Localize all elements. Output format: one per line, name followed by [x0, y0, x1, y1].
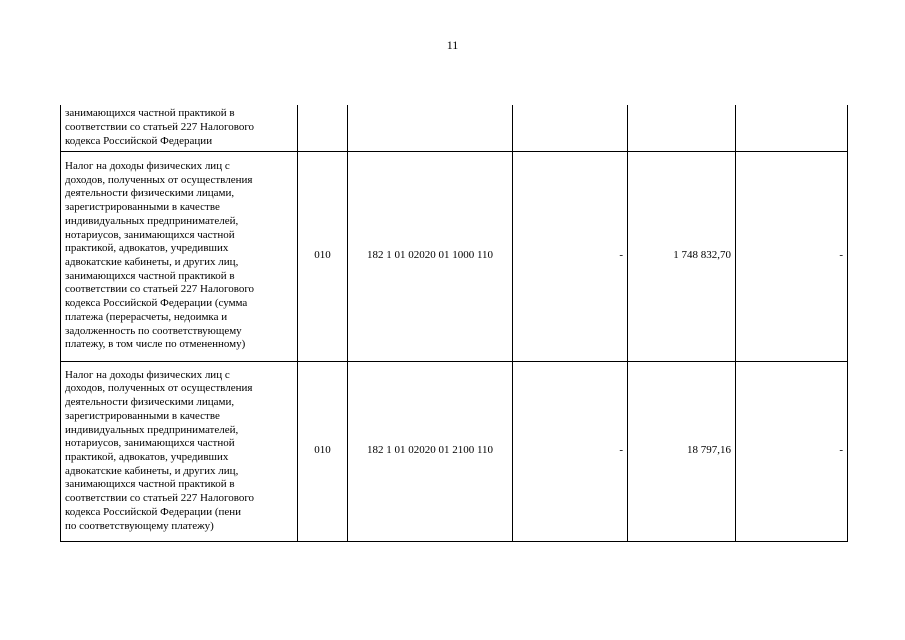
income-name-line: занимающихся частной практикой в: [65, 107, 235, 120]
income-name-line: зарегистрированными в качестве: [65, 409, 220, 422]
executed-amount-cell: [628, 105, 736, 151]
revenue-table: [60, 105, 848, 542]
income-name-line: зарегистрированными в качестве: [65, 201, 220, 214]
revenue-table-body: [61, 105, 848, 541]
executed-amount-cell: 18 797,16: [628, 361, 736, 541]
income-name-line: платежу, в том числе по отмененному): [65, 338, 246, 351]
income-name-cell: [61, 361, 298, 541]
income-name-line: индивидуальных предпринимателей,: [65, 423, 239, 436]
income-name-line: занимающихся частной практикой в: [65, 269, 235, 282]
page-number: 11: [446, 38, 459, 52]
income-name-line: нотариусов, занимающихся частной: [65, 437, 235, 450]
income-name-line: кодекса Российской Федерации (пени: [65, 505, 242, 518]
approved-amount-cell: [513, 105, 628, 151]
income-name-line: соответствии со статьей 227 Налогового: [65, 120, 255, 133]
income-name-line: доходов, полученных от осуществления: [65, 173, 253, 186]
line-code-cell: [298, 105, 348, 151]
table-row: [61, 105, 848, 151]
budget-code-cell: [348, 105, 513, 151]
income-name-line: доходов, полученных от осуществления: [65, 382, 253, 395]
executed-amount-cell: 1 748 832,70: [628, 151, 736, 361]
income-name-line: деятельности физическими лицами,: [65, 396, 235, 409]
income-name-line: практикой, адвокатов, учредивших: [65, 242, 229, 255]
line-code-cell: 010: [298, 151, 348, 361]
income-name-line: практикой, адвокатов, учредивших: [65, 451, 229, 463]
income-name-line: соответствии со статьей 227 Налогового: [65, 492, 255, 505]
income-name-line: платежа (перерасчеты, недоимка и: [65, 310, 228, 323]
unexecuted-amount-cell: -: [736, 151, 848, 361]
income-name-line: соответствии со статьей 227 Налогового: [65, 283, 255, 296]
income-name-line: кодекса Российской Федерации: [65, 134, 213, 147]
income-name-cell: [61, 151, 298, 361]
income-name-line: индивидуальных предпринимателей,: [65, 214, 239, 227]
income-name-line: кодекса Российской Федерации (сумма: [65, 297, 248, 310]
unexecuted-amount-cell: [736, 105, 848, 151]
table-row: [61, 151, 848, 361]
income-name-line: адвокатские кабинеты, и других лиц,: [65, 256, 239, 268]
income-name-line: по соответствующему платежу): [65, 519, 214, 532]
income-name-line: Налог на доходы физических лиц с: [65, 160, 230, 173]
income-name-line: нотариусов, занимающихся частной: [65, 228, 235, 241]
approved-amount-cell: -: [513, 151, 628, 361]
budget-code-cell: 182 1 01 02020 01 2100 110: [348, 361, 513, 541]
unexecuted-amount-cell: -: [736, 361, 848, 541]
income-name-line: деятельности физическими лицами,: [65, 187, 235, 200]
income-name-line: адвокатские кабинеты, и других лиц,: [65, 464, 239, 477]
income-name-cell: [61, 105, 298, 151]
budget-code-cell: 182 1 01 02020 01 1000 110: [348, 151, 513, 361]
income-name-line: занимающихся частной практикой в: [65, 478, 235, 491]
income-name-line: задолженность по соответствующему: [65, 324, 242, 337]
approved-amount-cell: -: [513, 361, 628, 541]
line-code-cell: 010: [298, 361, 348, 541]
income-name-line: Налог на доходы физических лиц с: [65, 368, 230, 381]
table-row: [61, 361, 848, 541]
